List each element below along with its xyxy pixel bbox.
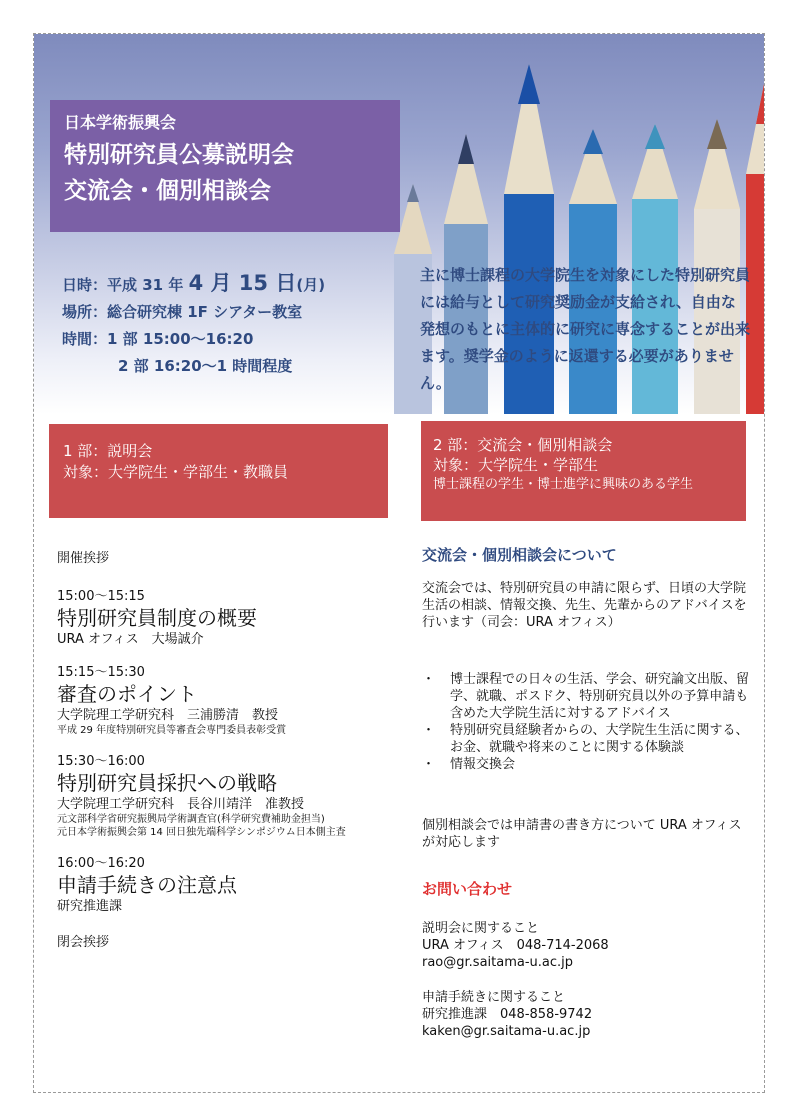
schedule-title: 審査のポイント: [57, 682, 197, 706]
presenter-note: 平成 29 年度特別研究員等審査会専門委員表彰受賞: [57, 725, 287, 736]
exchange-heading: 交流会・個別相談会について: [422, 546, 617, 564]
event-place: 場所：総合研究棟 1F シアター教室: [62, 303, 303, 321]
event-title: 特別研究員公募説明会: [64, 142, 294, 168]
part2-title: 2 部：交流会・個別相談会: [433, 436, 613, 454]
event-subtitle: 交流会・個別相談会: [64, 178, 271, 204]
schedule-presenter: 研究推進課: [57, 899, 123, 914]
contact-label: 説明会に関すること: [422, 921, 540, 936]
contact-heading: お問い合わせ: [422, 880, 513, 898]
event-time-part2: 2 部 16:20～1 時間程度: [118, 357, 293, 375]
schedule-item: [57, 588, 397, 648]
part1-target: 対象：大学院生・学部生・教職員: [63, 463, 289, 481]
bullet-text: 情報交換会: [450, 757, 516, 772]
schedule: [57, 547, 397, 950]
schedule-title: 特別研究員採択への戦略: [57, 771, 277, 795]
event-time-part1: 時間：1 部 15:00～16:20: [62, 330, 254, 348]
schedule-item: [57, 753, 397, 839]
list-item: [422, 671, 752, 722]
schedule-time: 15:30～16:00: [57, 754, 145, 769]
contact-email[interactable]: rao@gr.saitama-u.ac.jp: [422, 955, 574, 970]
date-month-day: 4 月 15 日: [188, 271, 297, 295]
schedule-title: 特別研究員制度の概要: [57, 606, 257, 630]
schedule-presenter: 大学院理工学研究科 長谷川靖洋 准教授: [57, 797, 305, 812]
program-description: 主に博士課程の大学院生を対象にした特別研究員には給与として研究奨励金が支給され、自由な発想のもとに主体的に研究に専念することが出来ます。奨学金のように返還する必要がありません。: [420, 266, 751, 392]
bullet-icon: ・: [422, 757, 436, 772]
date-label: 日時：平成 31 年: [62, 276, 184, 294]
part2-box: [421, 421, 746, 521]
schedule-time: 16:00～16:20: [57, 856, 145, 871]
exchange-text: 交流会では、特別研究員の申請に限らず、日頃の大学院生活の相談、情報交換、先生、先輩からのアドバイスを行います（司会：URA オフィス）: [422, 581, 747, 630]
presenter-note: 元文部科学省研究振興局学術調査官(科学研究費補助金担当): [57, 814, 325, 825]
date-weekday: (月): [296, 276, 326, 294]
contact-label: 申請手続きに関すること: [422, 990, 566, 1005]
bullet-icon: ・: [422, 723, 436, 738]
consultation-text: 個別相談会では申請書の書き方について URA オフィスが対応します: [422, 818, 742, 850]
schedule-title: 申請手続きの注意点: [57, 873, 237, 897]
contact-group: [422, 989, 752, 1040]
part2-target-detail: 博士課程の学生・博士進学に興味のある学生: [433, 477, 694, 492]
exchange-bullet-list: [422, 671, 752, 773]
part1-title: 1 部：説明会: [63, 442, 153, 460]
list-item: [422, 722, 752, 756]
schedule-presenter: 大学院理工学研究科 三浦勝清 教授: [57, 708, 279, 723]
opening-remarks: 開催挨拶: [57, 551, 110, 566]
contact-phone: 研究推進課 048-858-9742: [422, 1007, 593, 1022]
schedule-time: 15:00～15:15: [57, 589, 145, 604]
event-date: [62, 270, 412, 299]
part2-target: 対象：大学院生・学部生: [433, 456, 599, 474]
organization-name: 日本学術振興会: [64, 113, 177, 132]
title-box: [50, 100, 400, 232]
contact-phone: URA オフィス 048-714-2068: [422, 938, 609, 953]
part1-box: [49, 424, 388, 518]
presenter-note: 元日本学術振興会第 14 回日独先端科学シンポジウム日本側主査: [57, 827, 346, 838]
event-info: [62, 270, 412, 380]
schedule-item: [57, 855, 397, 915]
exchange-section: [422, 547, 752, 1058]
schedule-item: [57, 664, 397, 737]
schedule-time: 15:15～15:30: [57, 665, 145, 680]
closing-remarks: 閉会挨拶: [57, 935, 110, 950]
bullet-text: 博士課程での日々の生活、学会、研究論文出版、留学、就職、ポスドク、特別研究員以外の予算申請も含めた大学院生活に対するアドバイス: [450, 672, 750, 721]
list-item: [422, 756, 752, 773]
bullet-text: 特別研究員経験者からの、大学院生生活に関する、お金、就職や将来のことに関する体験談: [450, 723, 749, 755]
schedule-presenter: URA オフィス 大場誠介: [57, 632, 204, 647]
contact-group: [422, 920, 752, 971]
bullet-icon: ・: [422, 672, 436, 687]
contact-email[interactable]: kaken@gr.saitama-u.ac.jp: [422, 1024, 591, 1039]
